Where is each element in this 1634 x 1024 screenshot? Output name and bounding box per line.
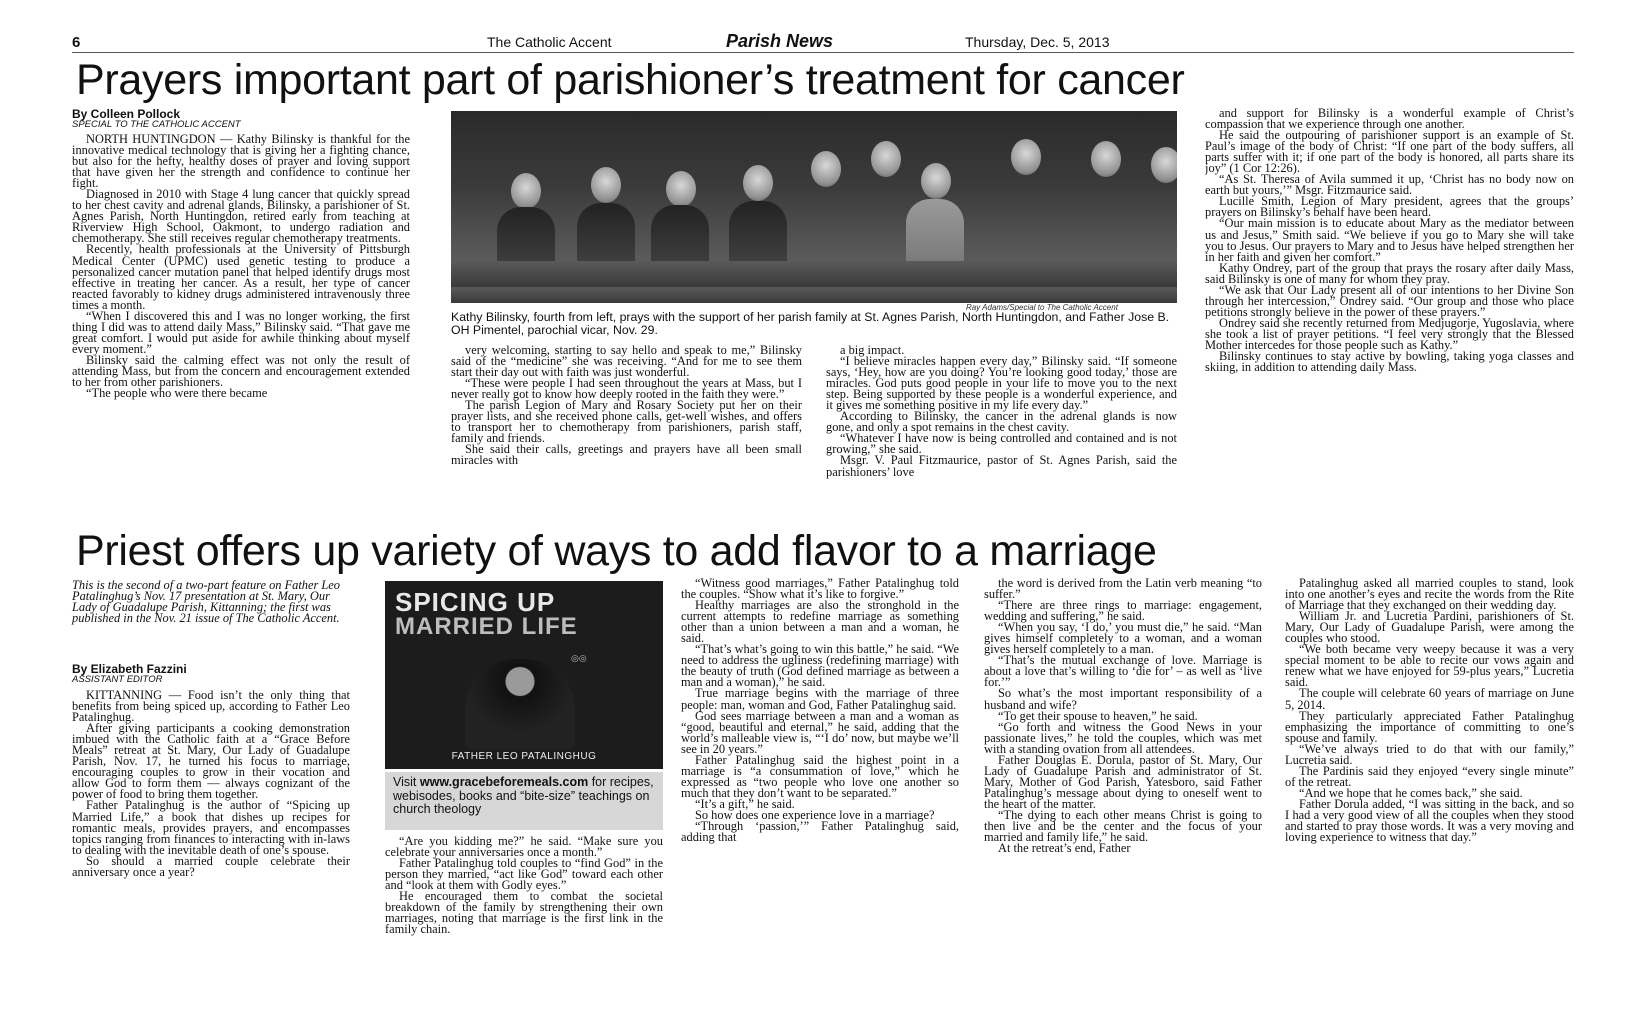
article1-headline: Prayers important part of parishioner’s treatment for cancer [76, 56, 1185, 104]
book-title-line2: MARRIED LIFE [395, 613, 578, 640]
issue-date: Thursday, Dec. 5, 2013 [965, 34, 1110, 50]
paragraph: “Go forth and witness the Good News in your passionate lives,” he told the couples, which was met with a standing ovation from all attendees. [984, 719, 1262, 756]
paragraph: He encouraged them to combat the societal breakdown of the family by strengthening their own marriages, noting that marriage is the first link in the family chain. [385, 889, 663, 937]
paragraph: Msgr. V. Paul Fitzmaurice, pastor of St. Agnes Parish, said the parishioners’ love [826, 453, 1177, 479]
paragraph: Father Patalinghug is the author of “Spicing up Married Life,” a book that dishes up recipes for romantic meals, provides prayers, and encompasses topics ranging from finances to interacting with in-laws to dealing with the inevitable death of one’s spouse. [72, 798, 350, 857]
paragraph: the word is derived from the Latin verb meaning “to suffer.” [984, 578, 1262, 602]
paragraph: “I believe miracles happen every day,” Bilinsky said. “If someone says, ‘Hey, how are you doing? You’re looking good today,’ those are miracles. God puts good people in your life to move you to the next step. Being supported by these people is a wonderful experience, and it gives me something positive in my life every day.” [826, 354, 1177, 413]
article1-column-4 [1205, 108, 1574, 525]
paragraph: “That’s the mutual exchange of love. Marriage is about a love that’s willing to ‘die for’ – as well as ‘live for.’” [984, 653, 1262, 690]
paragraph: “That’s what’s going to win this battle,” he said. “We need to address the ugliness (redefining marriage) with the beauty of truth (God defined marriage as between a man and a woman),” he said. [681, 642, 959, 690]
paragraph: “As St. Theresa of Avila summed it up, ‘Christ has no body now on earth but yours,’” Msgr. Fitzmaurice said. [1205, 172, 1574, 198]
paragraph: God sees marriage between a man and a woman as “good, beautiful and eternal,” he said, adding that the world’s malleable view is, “‘I do’ now, but maybe we’ll see in 20 years.” [681, 708, 959, 756]
paragraph: Father Patalinghug said the highest point in a marriage is “a consummation of love,” which he expressed as “two people who love one another so much that they don’t want to be separated.” [681, 752, 959, 800]
paragraph: True marriage begins with the marriage of three people: man, woman and God, Father Patalinghug said. [681, 686, 959, 712]
paragraph: and support for Bilinsky is a wonderful example of Christ’s compassion that we experience through one another. [1205, 108, 1574, 132]
paragraph: Bilinsky continues to stay active by bowling, taking yoga classes and skiing, in addition to attending daily Mass. [1205, 349, 1574, 375]
article1-column-3 [826, 345, 1177, 525]
paragraph: “When you say, ‘I do,’ you must die,” he said. “Man gives himself completely to a woman, and a woman gives herself completely to a man. [984, 620, 1262, 657]
paragraph: “Are you kidding me?” he said. “Make sure you celebrate your anniversaries once a month.” [385, 836, 663, 860]
chef-photo [465, 659, 575, 749]
rings-logo-icon: ◎◎ [571, 653, 587, 663]
page-number: 6 [72, 34, 81, 51]
paragraph: The couple will celebrate 60 years of marriage on June 5, 2014. [1285, 686, 1574, 712]
article2-column-4 [984, 578, 1262, 996]
publication-name: The Catholic Accent [487, 34, 612, 50]
article2-column-5 [1285, 578, 1574, 996]
paragraph: She said their calls, greetings and prayers have all been small miracles with [451, 442, 802, 468]
article1-photo [451, 111, 1177, 303]
paragraph: “When I discovered this and I was no longer working, the first thing I did was to attend daily Mass,” Bilinsky said. “That gave me great comfort. I would put aside for awhile thinking about myself every moment.” [72, 308, 410, 356]
paragraph: Diagnosed in 2010 with Stage 4 lung cancer that quickly spread to her chest cavity and adrenal glands, Bilinsky, a parishioner of St. Agnes Parish, North Huntingdon, retired early from teaching at Riverview High School, Oakmont, to undergo radiation and chemotherapy. She still receives regular chemotherapy treatments. [72, 187, 410, 246]
paragraph: “Witness good marriages,” Father Patalinghug told the couples. “Show what it’s like to forgive.” [681, 578, 959, 602]
paragraph: “To get their spouse to heaven,” he said. [998, 708, 1198, 723]
paragraph: Patalinghug asked all married couples to stand, look into one another’s eyes and recite the words from the Rite of Marriage that they exchanged on their wedding day. [1285, 578, 1574, 613]
paragraph: “The people who were there became [86, 386, 268, 401]
paragraph: Lucille Smith, Legion of Mary president, agrees that the groups’ prayers on Bilinsky’s behalf have been heard. [1205, 194, 1574, 220]
header-rule [72, 52, 1574, 53]
paragraph: At the retreat’s end, Father [998, 841, 1131, 856]
paragraph: very welcoming, starting to say hello and speak to me,” Bilinsky said of the “medicine” she was receiving. “And for me to see them start their day out with faith was just wonderful. [451, 345, 802, 380]
article2-byline-title: ASSISTANT EDITOR [72, 674, 163, 685]
paragraph: Recently, health professionals at the University of Pittsburgh Medical Center (UPMC) used genetic testing to produce a personalized cancer mutation panel that helped identify drugs most effective in treating her cancer. As a result, her type of cancer reacted favorably to kidney drugs administered intravenously three times a month. [72, 242, 410, 312]
paragraph: The parish Legion of Mary and Rosary Society put her on their prayer lists, and she received phone calls, get-well wishes, and offers to transport her to chemotherapy from parishioners, parish staff, family and friends. [451, 398, 802, 446]
paragraph: They particularly appreciated Father Patalinghug emphasizing the importance of committing to one’s spouse and family. [1285, 708, 1574, 745]
promo-suffix: for recipes, webisodes, books and “bite-size” teachings on church theology [393, 775, 654, 816]
photo-credit: Ray Adams/Special to The Catholic Accent [966, 303, 1118, 312]
article1-byline-title: SPECIAL TO THE CATHOLIC ACCENT [72, 119, 241, 130]
article1-byline [72, 108, 241, 130]
article2-column-3 [681, 578, 959, 996]
article2-headline: Priest offers up variety of ways to add flavor to a marriage [76, 527, 1157, 575]
paragraph: According to Bilinsky, the cancer in the adrenal glands is now gone, and only a spot remains in the chest cavity. [826, 409, 1177, 435]
article1-byline-name: By Colleen Pollock [72, 107, 181, 121]
book-title-line1: SPICING UP [395, 587, 556, 617]
article1-column-2 [451, 345, 802, 525]
paragraph: “Our main mission is to educate about Mary as the mediator between us and Jesus,” Smith said. “We believe if you go to Mary she will take you to Jesus. Our prayers to Mary and to Jesus have helped strengthen her in her faith and given her comfort.” [1205, 216, 1574, 264]
paragraph: “The dying to each other means Christ is going to then live and be the center and the focus of your married and family life,” he said. [984, 807, 1262, 845]
promo-url: www.gracebeforemeals.com [419, 775, 589, 789]
paragraph: Bilinsky said the calming effect was not only the result of attending Mass, but from the concern and encouragement extended to her from other parishioners. [72, 352, 410, 390]
paragraph: Father Douglas E. Dorula, pastor of St. Mary, Our Lady of Guadalupe Parish and administrator of St. Mary, Mother of God Parish, Yatesboro, said Father Patalinghug’s message about dying to oneself went to the heart of the matter. [984, 752, 1262, 811]
article2-column-1 [72, 690, 350, 995]
paragraph: NORTH HUNTINGDON — Kathy Bilinsky is thankful for the innovative medical technology that is giving her a fighting chance, but also for the hefty, healthy doses of prayer and loving support that have given her the strength and confidence to continue her fight. [72, 134, 410, 191]
paragraph: Healthy marriages are also the stronghold in the current attempts to redefine marriage as something other than a union between a man and a woman, he said. [681, 598, 959, 646]
article2-column-2 [385, 836, 663, 996]
promo-prefix: Visit [393, 775, 420, 789]
paragraph: KITTANNING — Food isn’t the only thing that benefits from being spiced up, according to Father Leo Patalinghug. [72, 690, 350, 725]
promo-box [385, 772, 663, 830]
paragraph: So should a married couple celebrate their anniversary once a year? [72, 853, 350, 879]
article2-byline [72, 663, 187, 685]
paragraph: “And we hope that he comes back,” she said. [1299, 785, 1523, 800]
paragraph: Ondrey said she recently returned from Medjugorje, Yugoslavia, where she took a list of prayer petitions. “I feel very strongly that the Blessed Mother intercedes for those people such as Kathy.” [1205, 315, 1574, 352]
paragraph: “We ask that Our Lady present all of our intentions to her Divine Son through her intercession,” Ondrey said. “Our group and those who place petitions strongly believe in the power of these prayers.” [1205, 282, 1574, 319]
paragraph: “Whatever I have now is being controlled and contained and is not growing,” she said. [826, 431, 1177, 457]
paragraph: He said the outpouring of parishioner support is an example of St. Paul’s image of the body of Christ: “If one part of the body suffers, all parts suffer with it; if one part of the body is honored, all parts share its joy” (1 Cor 12:26). [1205, 128, 1574, 176]
paragraph: The Pardinis said they enjoyed “every single minute” of the retreat. [1285, 763, 1574, 789]
paragraph: “We both became very weepy because it was a very special moment to be able to recite our vows again and renew what we have enjoyed for 59-plus years,” Lucretia said. [1285, 642, 1574, 690]
paragraph: Father Dorula added, “I was sitting in the back, and so I had a very good view of all the couples when they stood and started to pray those words. It was a very moving and loving experience to witness that day.” [1285, 796, 1574, 845]
book-author: FATHER LEO PATALINGHUG [451, 751, 597, 762]
paragraph: Kathy Ondrey, part of the group that prays the rosary after daily Mass, said Bilinsky is one of many for whom they pray. [1205, 260, 1574, 286]
paragraph: a big impact. [840, 345, 905, 357]
paragraph: “Through ‘passion,’” Father Patalinghug said, adding that [681, 819, 959, 845]
paragraph: So what’s the most important responsibility of a husband and wife? [984, 686, 1262, 712]
article2-byline-name: By Elizabeth Fazzini [72, 662, 187, 676]
paragraph: “There are three rings to marriage: engagement, wedding and suffering,” he said. [984, 598, 1262, 624]
paragraph: After giving participants a cooking demonstration imbued with the Catholic faith at a “Grace Before Meals” retreat at St. Mary, Our Lady of Guadalupe Parish, Nov. 17, he turned his focus to marriage, encouraging couples to grow in their vocation and allow God to form them — always cognizant of the power of food to bring them together. [72, 721, 350, 802]
paragraph: “We’ve always tried to do that with our family,” Lucretia said. [1285, 741, 1574, 767]
paragraph: Father Patalinghug told couples to “find God” in the person they married, “act like God” toward each other and “look at them with Godly eyes.” [385, 856, 663, 893]
book-cover-image [385, 581, 663, 769]
paragraph: “These were people I had seen throughout the years at Mass, but I never really got to know how deeply rooted in the faith they were.” [451, 376, 802, 402]
article1-column-1 [72, 134, 410, 524]
section-name: Parish News [726, 31, 834, 51]
photo-caption: Kathy Bilinsky, fourth from left, prays with the support of her parish family at St. Agnes Parish, North Huntingdon, and Father Jose B. OH Pimentel, parochial vicar, Nov. 29. [451, 310, 1170, 337]
paragraph: “It’s a gift,” he said. [695, 796, 795, 811]
article2-intro: This is the second of a two-part feature on Father Leo Patalinghug’s Nov. 17 presentation at St. Mary, Our Lady of Guadalupe Parish, Kittanning; the first was published in the Nov. 21 issue of The Catholic Accent. [72, 578, 340, 626]
paragraph: So how does one experience love in a marriage? [695, 807, 935, 822]
paragraph: William Jr. and Lucretia Pardini, parishioners of St. Mary, Our Lady of Guadalupe Parish, were among the couples who stood. [1285, 609, 1574, 646]
